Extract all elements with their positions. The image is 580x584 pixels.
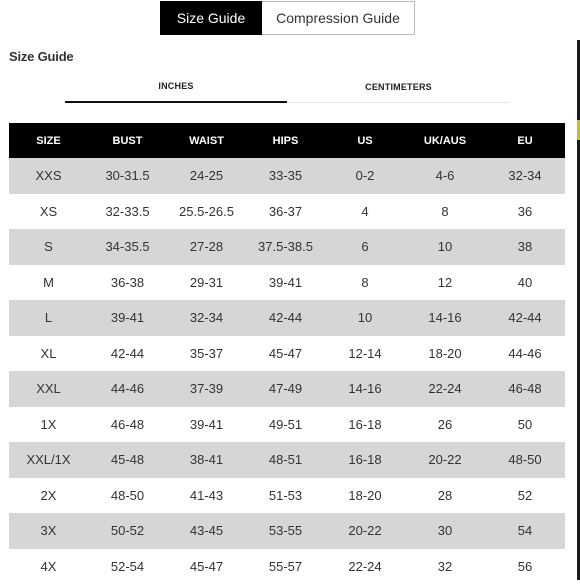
table-cell: 39-41 <box>246 265 325 301</box>
table-cell: 34-35.5 <box>88 229 167 265</box>
column-header-size: SIZE <box>9 123 88 158</box>
table-cell: S <box>9 229 88 265</box>
table-cell: 49-51 <box>246 407 325 443</box>
table-cell: 36-38 <box>88 265 167 301</box>
column-header-hips: HIPS <box>246 123 325 158</box>
column-header-us: US <box>325 123 405 158</box>
table-cell: 55-57 <box>246 549 325 584</box>
table-cell: 30-31.5 <box>88 158 167 194</box>
table-cell: 20-22 <box>325 513 405 549</box>
column-header-bust: BUST <box>88 123 167 158</box>
table-cell: L <box>9 300 88 336</box>
table-cell: 32-34 <box>167 300 246 336</box>
table-cell: 44-46 <box>485 336 565 372</box>
table-cell: 33-35 <box>246 158 325 194</box>
table-cell: 29-31 <box>167 265 246 301</box>
tab-inches[interactable]: INCHES <box>65 71 287 103</box>
table-cell: 26 <box>405 407 485 443</box>
section-title: Size Guide <box>9 49 73 64</box>
table-row <box>9 371 565 407</box>
table-row <box>9 300 565 336</box>
table-cell: XXS <box>9 158 88 194</box>
table-cell: XS <box>9 194 88 230</box>
table-row <box>9 478 565 514</box>
table-cell: 4X <box>9 549 88 584</box>
table-cell: M <box>9 265 88 301</box>
table-cell: 46-48 <box>88 407 167 443</box>
table-row <box>9 549 565 584</box>
table-row <box>9 336 565 372</box>
tab-centimeters[interactable]: CENTIMETERS <box>287 71 510 103</box>
table-cell: 32 <box>405 549 485 584</box>
unit-tabs <box>65 71 510 103</box>
table-cell: 47-49 <box>246 371 325 407</box>
table-row <box>9 194 565 230</box>
table-cell: 35-37 <box>167 336 246 372</box>
table-cell: 24-25 <box>167 158 246 194</box>
table-cell: 36 <box>485 194 565 230</box>
table-cell: 8 <box>405 194 485 230</box>
table-cell: 18-20 <box>405 336 485 372</box>
table-cell: 37.5-38.5 <box>246 229 325 265</box>
table-cell: 45-48 <box>88 442 167 478</box>
table-cell: 3X <box>9 513 88 549</box>
table-cell: 42-44 <box>246 300 325 336</box>
tab-size-guide[interactable]: Size Guide <box>160 1 262 35</box>
table-cell: XXL/1X <box>9 442 88 478</box>
table-cell: 46-48 <box>485 371 565 407</box>
table-cell: 50-52 <box>88 513 167 549</box>
table-cell: 25.5-26.5 <box>167 194 246 230</box>
table-cell: 50 <box>485 407 565 443</box>
table-header-row <box>9 123 565 158</box>
table-cell: 45-47 <box>167 549 246 584</box>
table-cell: 38-41 <box>167 442 246 478</box>
table-row <box>9 407 565 443</box>
table-cell: 42-44 <box>88 336 167 372</box>
table-cell: 40 <box>485 265 565 301</box>
table-cell: 4 <box>325 194 405 230</box>
size-chart-table <box>9 123 565 584</box>
table-row <box>9 442 565 478</box>
table-cell: 16-18 <box>325 407 405 443</box>
table-cell: 52-54 <box>88 549 167 584</box>
table-cell: 42-44 <box>485 300 565 336</box>
table-cell: 22-24 <box>325 549 405 584</box>
table-cell: 52 <box>485 478 565 514</box>
table-cell: 1X <box>9 407 88 443</box>
table-cell: 41-43 <box>167 478 246 514</box>
table-cell: 38 <box>485 229 565 265</box>
table-cell: 2X <box>9 478 88 514</box>
table-cell: 48-50 <box>88 478 167 514</box>
table-cell: 39-41 <box>167 407 246 443</box>
table-cell: 44-46 <box>88 371 167 407</box>
table-cell: 51-53 <box>246 478 325 514</box>
table-cell: 36-37 <box>246 194 325 230</box>
table-cell: 45-47 <box>246 336 325 372</box>
table-cell: 54 <box>485 513 565 549</box>
table-row <box>9 265 565 301</box>
column-header-waist: WAIST <box>167 123 246 158</box>
table-cell: 22-24 <box>405 371 485 407</box>
table-cell: 48-51 <box>246 442 325 478</box>
table-row <box>9 229 565 265</box>
table-cell: 6 <box>325 229 405 265</box>
table-cell: XXL <box>9 371 88 407</box>
table-cell: 28 <box>405 478 485 514</box>
table-cell: 10 <box>325 300 405 336</box>
table-row <box>9 158 565 194</box>
table-cell: 56 <box>485 549 565 584</box>
table-body <box>9 158 565 584</box>
table-cell: 48-50 <box>485 442 565 478</box>
table-cell: 14-16 <box>325 371 405 407</box>
table-cell: 53-55 <box>246 513 325 549</box>
table-row <box>9 513 565 549</box>
table-cell: 43-45 <box>167 513 246 549</box>
table-cell: 32-33.5 <box>88 194 167 230</box>
table-cell: 12-14 <box>325 336 405 372</box>
table-cell: 10 <box>405 229 485 265</box>
column-header-uk-aus: UK/AUS <box>405 123 485 158</box>
table-cell: 0-2 <box>325 158 405 194</box>
table-cell: 4-6 <box>405 158 485 194</box>
table-cell: 27-28 <box>167 229 246 265</box>
table-cell: 30 <box>405 513 485 549</box>
column-header-eu: EU <box>485 123 565 158</box>
table-cell: XL <box>9 336 88 372</box>
table-cell: 20-22 <box>405 442 485 478</box>
tab-compression-guide[interactable]: Compression Guide <box>262 1 415 35</box>
table-cell: 16-18 <box>325 442 405 478</box>
table-cell: 18-20 <box>325 478 405 514</box>
table-cell: 37-39 <box>167 371 246 407</box>
table-cell: 12 <box>405 265 485 301</box>
table-cell: 14-16 <box>405 300 485 336</box>
table-cell: 8 <box>325 265 405 301</box>
table-cell: 32-34 <box>485 158 565 194</box>
table-cell: 39-41 <box>88 300 167 336</box>
guide-tabs <box>160 1 415 35</box>
